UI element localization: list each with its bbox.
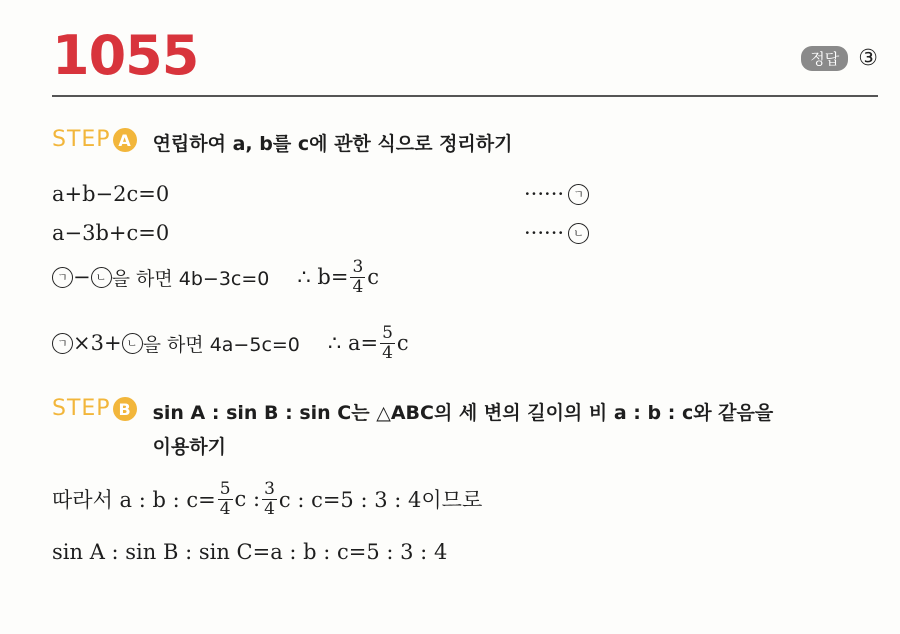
equation-1 — [52, 182, 169, 206]
equation-2-expr: a−3b+c=0 — [52, 221, 170, 245]
step-a-word: STEP — [52, 127, 111, 152]
ratio-line — [52, 480, 482, 518]
derivation-b-therefore: ∴ b= — [297, 265, 349, 290]
equation-1-marker: ㄱ — [568, 184, 589, 205]
final-line — [52, 540, 447, 564]
equation-2-dots: ······ — [524, 221, 565, 245]
problem-number: 1055 — [52, 24, 199, 87]
derivation-b-fraction — [350, 258, 365, 296]
derivation-b-suffix: c — [367, 265, 380, 290]
equation-1-mark — [524, 182, 589, 206]
derivation-a — [52, 324, 409, 362]
equation-1-dots: ······ — [524, 182, 565, 206]
ratio-tail: c : c=5 : 3 : 4이므로 — [278, 488, 483, 513]
derivation-a-frac-num: 5 — [382, 323, 393, 343]
derivation-b-text: 을 하면 4b−3c=0 — [111, 267, 270, 290]
step-a-title: 연립하여 a, b를 c에 관한 식으로 정리하기 — [152, 133, 513, 155]
derivation-a-marker-1: ㄱ — [52, 333, 73, 354]
ratio-f2-num: 3 — [264, 479, 275, 499]
ratio-prefix: 따라서 a : b : c= — [52, 488, 216, 513]
derivation-a-op: ×3+ — [73, 331, 122, 356]
derivation-a-marker-2: ㄴ — [122, 333, 143, 354]
header-divider — [52, 95, 878, 97]
derivation-a-suffix: c — [396, 331, 409, 356]
derivation-a-frac-den: 4 — [382, 342, 393, 363]
step-b-word: STEP — [52, 396, 111, 421]
equation-2 — [52, 221, 169, 245]
final-ratio: sin A : sin B : sin C=a : b : c=5 : 3 : 4 — [52, 540, 448, 564]
ratio-fraction-1 — [218, 480, 233, 518]
equation-2-marker: ㄴ — [568, 223, 589, 244]
answer-box — [801, 46, 878, 71]
derivation-b-frac-num: 3 — [352, 257, 364, 277]
ratio-mid: c : — [234, 487, 261, 512]
equation-1-expr: a+b−2c=0 — [52, 182, 170, 206]
derivation-b-op: − — [73, 265, 91, 290]
derivation-b — [52, 258, 379, 296]
ratio-f1-num: 5 — [219, 479, 231, 499]
derivation-a-text: 을 하면 4a−5c=0 — [142, 333, 300, 356]
derivation-b-frac-den: 4 — [352, 276, 364, 297]
derivation-a-fraction — [380, 324, 395, 362]
ratio-f2-den: 4 — [264, 498, 275, 519]
answer-label: 정답 — [801, 46, 848, 71]
step-a-heading — [52, 127, 512, 161]
ratio-f1-den: 4 — [219, 498, 231, 519]
step-b-letter: B — [113, 397, 137, 421]
ratio-fraction-2 — [262, 480, 277, 518]
answer-value: ③ — [858, 46, 878, 71]
step-b-title: sin A : sin B : sin C는 △ABC의 세 변의 길이의 비 a : b : c와 같음을 이용하기 — [152, 402, 774, 458]
derivation-a-therefore: ∴ a= — [327, 331, 379, 356]
step-a-letter: A — [113, 128, 137, 152]
step-b-heading — [52, 396, 842, 464]
equation-2-mark — [524, 221, 589, 245]
derivation-b-marker-2: ㄴ — [91, 267, 112, 288]
derivation-b-marker-1: ㄱ — [52, 267, 73, 288]
